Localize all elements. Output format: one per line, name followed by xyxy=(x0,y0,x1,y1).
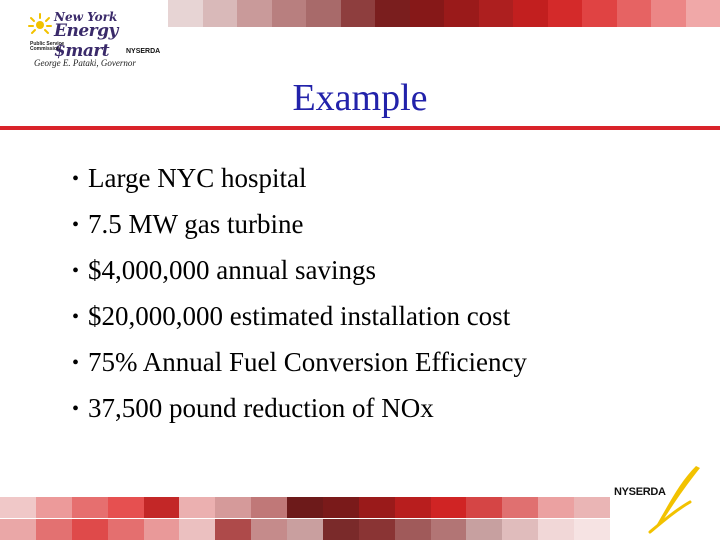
decor-tile xyxy=(203,0,238,27)
bullet-text: 75% Annual Fuel Conversion Efficiency xyxy=(88,347,527,377)
nyserda-wordmark: NYSERDA xyxy=(614,486,666,498)
decor-tile xyxy=(323,519,359,540)
decor-tile xyxy=(582,0,617,27)
decor-tile xyxy=(287,519,323,540)
decor-tile xyxy=(574,497,610,518)
bullet-icon: • xyxy=(72,352,80,374)
decor-tile xyxy=(444,0,479,27)
slide-title: Example xyxy=(292,77,428,119)
bullet-text: $20,000,000 estimated installation cost xyxy=(88,301,511,331)
decor-tile xyxy=(251,497,287,518)
bullet-icon: • xyxy=(72,168,80,190)
list-item xyxy=(72,347,527,393)
decor-tile xyxy=(179,497,215,518)
bullet-icon: • xyxy=(72,260,80,282)
bottom-decor-band xyxy=(0,497,610,540)
decor-tile xyxy=(617,0,652,27)
decor-tile xyxy=(395,519,431,540)
bullet-text: Large NYC hospital xyxy=(88,163,307,193)
decor-tile xyxy=(431,497,467,518)
nyserda-logo xyxy=(610,462,720,540)
decor-tile xyxy=(538,497,574,518)
list-item xyxy=(72,209,527,255)
decor-tile xyxy=(466,519,502,540)
list-item xyxy=(72,163,527,209)
decor-tile xyxy=(108,519,144,540)
decor-tile xyxy=(410,0,445,27)
logo-line-2: Energy $mart xyxy=(54,21,118,61)
bullet-text: 37,500 pound reduction of NOx xyxy=(88,393,434,423)
decor-tile xyxy=(574,519,610,540)
decor-tile xyxy=(466,497,502,518)
decor-tile xyxy=(538,519,574,540)
decor-tile xyxy=(341,0,376,27)
ny-energy-smart-logo xyxy=(28,10,168,68)
decor-tile xyxy=(144,497,180,518)
decor-tile xyxy=(548,0,583,27)
decor-tile xyxy=(502,519,538,540)
bullet-text: $4,000,000 annual savings xyxy=(88,255,376,285)
decor-tile xyxy=(513,0,548,27)
decor-tile xyxy=(36,519,72,540)
decor-tile xyxy=(251,519,287,540)
decor-tile xyxy=(72,519,108,540)
bullet-icon: • xyxy=(72,214,80,236)
decor-tile xyxy=(431,519,467,540)
decor-tile xyxy=(179,519,215,540)
decor-tile xyxy=(0,519,36,540)
bullet-icon: • xyxy=(72,398,80,420)
decor-tile xyxy=(272,0,307,27)
decor-tile xyxy=(651,0,686,27)
list-item xyxy=(72,301,527,347)
logo-line-1: New York xyxy=(54,10,118,24)
decor-tile xyxy=(144,519,180,540)
bottom-decor-row xyxy=(0,497,610,518)
title-rule xyxy=(0,126,720,130)
bullet-text: 7.5 MW gas turbine xyxy=(88,209,304,239)
lightning-swoosh-icon xyxy=(610,462,720,540)
decor-tile xyxy=(359,519,395,540)
decor-tile xyxy=(237,0,272,27)
decor-tile xyxy=(502,497,538,518)
logo-governor: George E. Pataki, Governor xyxy=(34,58,136,68)
decor-tile xyxy=(36,497,72,518)
decor-tile xyxy=(287,497,323,518)
decor-tile xyxy=(215,497,251,518)
decor-tile xyxy=(215,519,251,540)
sun-icon xyxy=(28,12,52,36)
decor-tile xyxy=(686,0,720,27)
decor-tile xyxy=(359,497,395,518)
decor-tile xyxy=(323,497,359,518)
logo-psc: Public Service Commission xyxy=(30,41,65,52)
bottom-decor-row xyxy=(0,519,610,540)
list-item xyxy=(72,393,527,439)
logo-nyserda: NYSERDA xyxy=(126,48,161,55)
bullet-list xyxy=(72,163,527,439)
decor-tile xyxy=(0,497,36,518)
decor-tile xyxy=(395,497,431,518)
decor-tile xyxy=(168,0,203,27)
decor-tile xyxy=(108,497,144,518)
decor-tile xyxy=(72,497,108,518)
top-decor-band xyxy=(168,0,720,27)
decor-tile xyxy=(375,0,410,27)
decor-tile xyxy=(306,0,341,27)
list-item xyxy=(72,255,527,301)
decor-tile xyxy=(479,0,514,27)
bullet-icon: • xyxy=(72,306,80,328)
